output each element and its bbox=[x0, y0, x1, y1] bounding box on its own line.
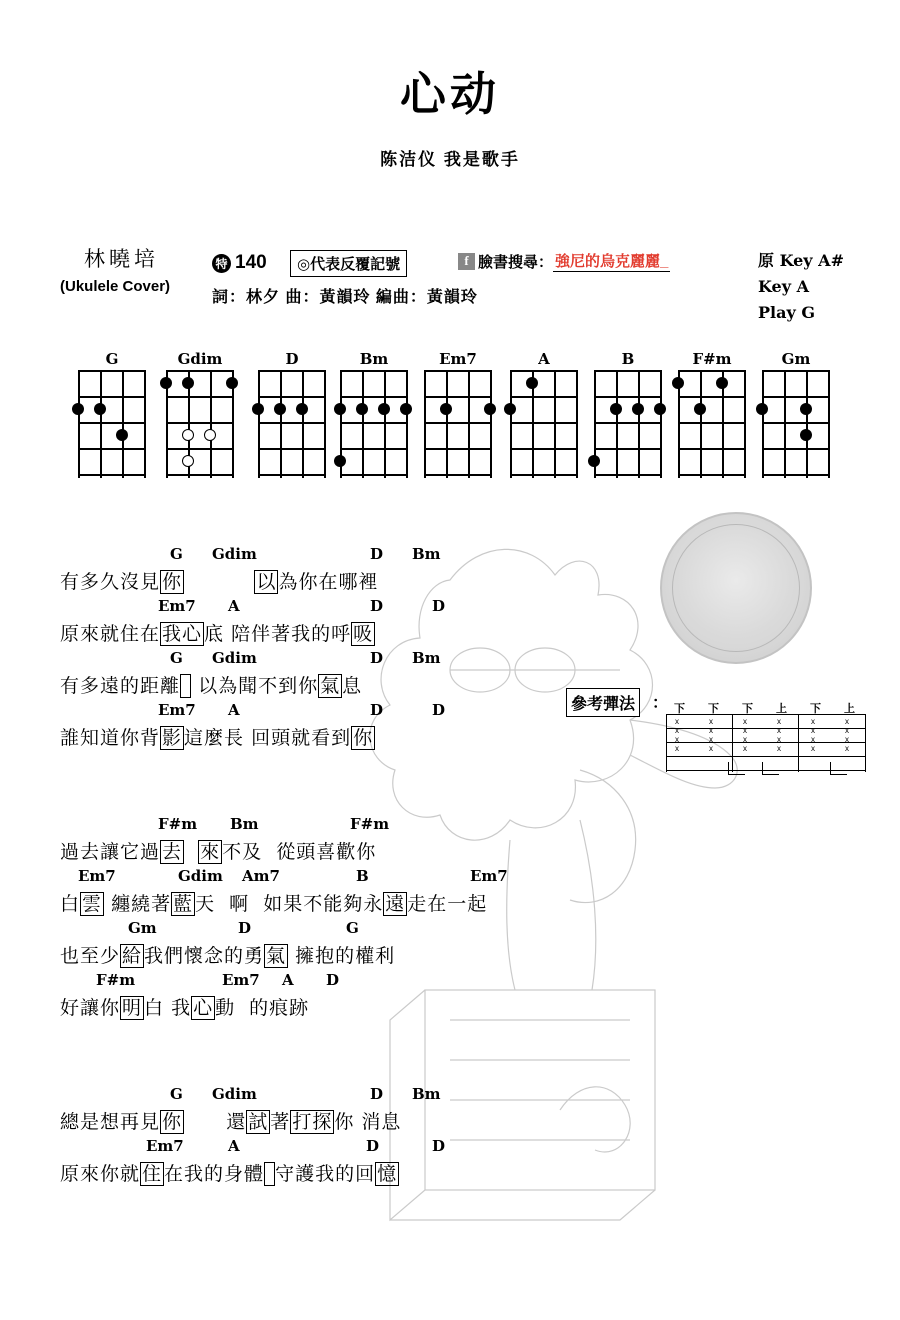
chord-diagram-g bbox=[72, 350, 152, 478]
finger-dot bbox=[274, 403, 286, 415]
chord-label: Em7 bbox=[78, 867, 116, 885]
fret-line bbox=[340, 448, 408, 450]
facebook-search-label: 臉書搜尋： bbox=[478, 253, 554, 271]
string-line bbox=[424, 370, 426, 478]
string-line bbox=[144, 370, 146, 478]
tempo-value: 140 bbox=[235, 252, 267, 273]
lyric-text: 有多久沒見 你 以 為你在哪裡 bbox=[60, 571, 379, 593]
chord-grid bbox=[594, 370, 662, 478]
fret-line bbox=[594, 474, 662, 476]
facebook-page-name: 強尼的烏克麗麗_ bbox=[553, 250, 670, 272]
strum-bar-line bbox=[666, 714, 667, 772]
fret-line bbox=[166, 474, 234, 476]
fret-line bbox=[510, 422, 578, 424]
fret-line bbox=[594, 396, 662, 398]
chord-diagram-a bbox=[504, 350, 584, 478]
fret-line bbox=[762, 370, 830, 372]
chord-diagram-em7 bbox=[418, 350, 498, 478]
fret-line bbox=[340, 370, 408, 372]
chord-row bbox=[60, 867, 508, 889]
chord-label: D bbox=[432, 597, 446, 615]
lyric-line bbox=[60, 1085, 441, 1137]
chord-label: D bbox=[370, 545, 384, 563]
fret-line bbox=[166, 370, 234, 372]
lyric-text: 總是想再見 你 還 試 著 打探 你 消息 bbox=[60, 1111, 402, 1133]
string-line bbox=[616, 370, 618, 478]
string-line bbox=[744, 370, 746, 478]
chord-name: G bbox=[105, 350, 119, 368]
chord-name: Gm bbox=[781, 350, 811, 368]
fret-line bbox=[166, 422, 234, 424]
chord-label: G bbox=[346, 919, 359, 937]
fret-line bbox=[424, 448, 492, 450]
chord-label: Bm bbox=[412, 649, 441, 667]
chord-label: A bbox=[228, 1137, 240, 1155]
lyric-line bbox=[60, 649, 441, 701]
stamp-inner-ring bbox=[672, 524, 800, 652]
finger-dot bbox=[204, 429, 216, 441]
string-line bbox=[490, 370, 492, 478]
fret-line bbox=[510, 448, 578, 450]
finger-dot bbox=[654, 403, 666, 415]
finger-dot bbox=[182, 429, 194, 441]
chord-label: A bbox=[282, 971, 294, 989]
chord-label: F#m bbox=[96, 971, 136, 989]
song-credits: 詞：林夕 曲：黃韻玲 編曲：黃韻玲 bbox=[212, 289, 478, 306]
chord-label: Em7 bbox=[158, 701, 196, 719]
chord-label: F#m bbox=[350, 815, 390, 833]
chord-label: Em7 bbox=[222, 971, 260, 989]
chord-row bbox=[60, 1085, 441, 1107]
finger-dot bbox=[296, 403, 308, 415]
chord-label: Bm bbox=[412, 1085, 441, 1103]
string-line bbox=[302, 370, 304, 478]
finger-dot bbox=[756, 403, 768, 415]
chord-row bbox=[60, 545, 441, 567]
chord-row bbox=[60, 971, 487, 993]
chord-grid bbox=[424, 370, 492, 478]
strum-x-marks: x x x x bbox=[845, 717, 849, 753]
chord-name: F#m bbox=[692, 350, 732, 368]
fret-line bbox=[678, 422, 746, 424]
finger-dot bbox=[116, 429, 128, 441]
key: Key A bbox=[758, 277, 810, 296]
fret-line bbox=[762, 396, 830, 398]
lyric-line bbox=[60, 597, 446, 649]
strum-x-marks: x x x x bbox=[675, 717, 679, 753]
strum-x-marks: x x x x bbox=[777, 717, 781, 753]
lyric-text: 過去讓它過 去 來 不及 從頭喜歡你 bbox=[60, 841, 377, 863]
chord-label: F#m bbox=[158, 815, 198, 833]
chord-name: A bbox=[538, 350, 550, 368]
chord-diagram-b bbox=[588, 350, 668, 478]
fret-line bbox=[78, 422, 146, 424]
chord-label: A bbox=[228, 701, 240, 719]
finger-dot bbox=[182, 377, 194, 389]
lyric-line bbox=[60, 971, 487, 1023]
finger-dot bbox=[94, 403, 106, 415]
fret-line bbox=[258, 370, 326, 372]
lyric-line bbox=[60, 1137, 446, 1189]
lyric-section bbox=[60, 815, 508, 1023]
finger-dot bbox=[694, 403, 706, 415]
chord-label: D bbox=[370, 701, 384, 719]
tempo-indicator bbox=[212, 252, 267, 274]
string-line bbox=[258, 370, 260, 478]
strum-bar-line bbox=[865, 714, 866, 772]
chord-name: Bm bbox=[359, 350, 389, 368]
lyric-text: 原來你就 住 在我的身體 守護我的回 憶 bbox=[60, 1163, 398, 1185]
strum-x-marks: x x x x bbox=[709, 717, 713, 753]
chord-label: Bm bbox=[412, 545, 441, 563]
chord-label: Gdim bbox=[178, 867, 223, 885]
chord-row bbox=[60, 701, 446, 723]
chord-label: A bbox=[228, 597, 240, 615]
finger-dot bbox=[72, 403, 84, 415]
string-line bbox=[324, 370, 326, 478]
chord-label: D bbox=[432, 1137, 446, 1155]
finger-dot bbox=[182, 455, 194, 467]
finger-dot bbox=[504, 403, 516, 415]
chord-label: D bbox=[238, 919, 252, 937]
original-key: 原 Key A# bbox=[758, 251, 844, 270]
strum-hook bbox=[728, 762, 745, 775]
tempo-badge-icon: 特 bbox=[212, 254, 231, 273]
fret-line bbox=[78, 396, 146, 398]
strum-pattern-diagram bbox=[666, 700, 866, 792]
lyric-section bbox=[60, 545, 446, 753]
fret-line bbox=[678, 370, 746, 372]
strum-x-marks: x x x x bbox=[743, 717, 747, 753]
fret-line bbox=[424, 474, 492, 476]
chord-label: D bbox=[370, 597, 384, 615]
key-info bbox=[758, 248, 844, 326]
facebook-search-line bbox=[458, 250, 670, 272]
string-line bbox=[554, 370, 556, 478]
string-line bbox=[210, 370, 212, 478]
chord-grid bbox=[78, 370, 146, 478]
lyric-text: 原來就住在 我心 底 陪伴著我的呼 吸 bbox=[60, 623, 374, 645]
chord-label: D bbox=[326, 971, 340, 989]
fret-line bbox=[762, 448, 830, 450]
finger-dot bbox=[526, 377, 538, 389]
strum-staff-line bbox=[666, 728, 866, 729]
fret-line bbox=[258, 422, 326, 424]
lyric-text: 誰知道你背 影 這麼長 回頭就看到 你 bbox=[60, 727, 374, 749]
chord-diagram-bm bbox=[334, 350, 414, 478]
string-line bbox=[510, 370, 512, 478]
fret-line bbox=[258, 474, 326, 476]
chord-row bbox=[60, 597, 446, 619]
strum-hook bbox=[762, 762, 779, 775]
chord-diagram-row bbox=[72, 350, 862, 495]
lyric-line bbox=[60, 701, 446, 753]
facebook-icon: f bbox=[458, 253, 475, 270]
string-line bbox=[384, 370, 386, 478]
string-line bbox=[362, 370, 364, 478]
finger-dot bbox=[334, 455, 346, 467]
fret-line bbox=[340, 422, 408, 424]
lyric-line bbox=[60, 867, 508, 919]
fret-line bbox=[166, 448, 234, 450]
chord-label: Gdim bbox=[212, 1085, 257, 1103]
repeat-sign-note: ◎代表反覆記號 bbox=[290, 250, 407, 277]
fret-line bbox=[258, 448, 326, 450]
chord-label: D bbox=[366, 1137, 380, 1155]
strum-pattern-colon: ： bbox=[652, 695, 669, 712]
string-line bbox=[100, 370, 102, 478]
fret-line bbox=[78, 448, 146, 450]
string-line bbox=[406, 370, 408, 478]
string-line bbox=[446, 370, 448, 478]
page-title: 心动 bbox=[400, 67, 500, 121]
strum-direction-mark: 下 bbox=[708, 703, 719, 715]
finger-dot bbox=[800, 429, 812, 441]
finger-dot bbox=[160, 377, 172, 389]
chord-row bbox=[60, 919, 487, 941]
chord-label: Bm bbox=[230, 815, 259, 833]
fret-line bbox=[258, 396, 326, 398]
chord-row bbox=[60, 1137, 446, 1159]
chord-diagram-fsharpm bbox=[672, 350, 752, 478]
string-line bbox=[806, 370, 808, 478]
chord-label: Gdim bbox=[212, 649, 257, 667]
string-line bbox=[280, 370, 282, 478]
finger-dot bbox=[588, 455, 600, 467]
strum-x-marks: x x x x bbox=[811, 717, 815, 753]
finger-dot bbox=[632, 403, 644, 415]
chord-label: Gm bbox=[128, 919, 157, 937]
chord-grid bbox=[510, 370, 578, 478]
play-key: Play G bbox=[758, 303, 816, 322]
chord-label: Em7 bbox=[158, 597, 196, 615]
finger-dot bbox=[716, 377, 728, 389]
chord-label: D bbox=[432, 701, 446, 719]
chord-label: G bbox=[170, 1085, 183, 1103]
chord-label: Gdim bbox=[212, 545, 257, 563]
finger-dot bbox=[400, 403, 412, 415]
strum-pattern-label: 參考彈法 bbox=[566, 688, 640, 717]
strum-staff-line bbox=[666, 742, 866, 743]
strum-staff-line bbox=[666, 756, 866, 757]
string-line bbox=[784, 370, 786, 478]
chord-label: Am7 bbox=[242, 867, 280, 885]
chord-label: B bbox=[356, 867, 369, 885]
string-line bbox=[122, 370, 124, 478]
strum-direction-mark: 下 bbox=[810, 703, 821, 715]
finger-dot bbox=[378, 403, 390, 415]
strum-bar-line bbox=[798, 714, 799, 772]
fret-line bbox=[594, 448, 662, 450]
strum-staff-line bbox=[666, 714, 866, 715]
strum-direction-mark: 下 bbox=[674, 703, 685, 715]
chord-row bbox=[60, 649, 441, 671]
lyric-text: 白 雲 纏繞著 藍 天 啊 如果不能夠永 遠 走在一起 bbox=[60, 893, 488, 915]
artist-name-cn: 林曉培 bbox=[84, 247, 159, 271]
fret-line bbox=[678, 396, 746, 398]
fret-line bbox=[166, 396, 234, 398]
chord-diagram-gm bbox=[756, 350, 836, 478]
chord-name: Em7 bbox=[439, 350, 477, 368]
chord-label: D bbox=[370, 1085, 384, 1103]
finger-dot bbox=[440, 403, 452, 415]
strum-direction-mark: 上 bbox=[776, 703, 787, 715]
finger-dot bbox=[672, 377, 684, 389]
chord-diagram-d bbox=[252, 350, 332, 478]
fret-line bbox=[78, 474, 146, 476]
finger-dot bbox=[226, 377, 238, 389]
strum-direction-mark: 上 bbox=[844, 703, 855, 715]
fret-line bbox=[424, 422, 492, 424]
chord-name: Gdim bbox=[177, 350, 223, 368]
lyric-text: 有多遠的距離 以為聞不到你 氣 息 bbox=[60, 675, 363, 697]
lyric-line bbox=[60, 545, 441, 597]
fret-line bbox=[594, 422, 662, 424]
fret-line bbox=[340, 474, 408, 476]
lyric-text: 也至少 給 我們懷念的勇 氣 擁抱的權利 bbox=[60, 945, 396, 967]
chord-label: G bbox=[170, 545, 183, 563]
string-line bbox=[576, 370, 578, 478]
chord-grid bbox=[258, 370, 326, 478]
fret-line bbox=[594, 370, 662, 372]
chord-grid bbox=[166, 370, 234, 478]
string-line bbox=[828, 370, 830, 478]
string-line bbox=[700, 370, 702, 478]
finger-dot bbox=[610, 403, 622, 415]
finger-dot bbox=[334, 403, 346, 415]
fret-line bbox=[424, 396, 492, 398]
lyric-line bbox=[60, 815, 487, 867]
string-line bbox=[468, 370, 470, 478]
fret-line bbox=[78, 370, 146, 372]
artist-name-en: (Ukulele Cover) bbox=[60, 278, 171, 295]
chord-label: D bbox=[370, 649, 384, 667]
chord-grid bbox=[340, 370, 408, 478]
chord-label: G bbox=[170, 649, 183, 667]
chord-grid bbox=[678, 370, 746, 478]
watermark-stamp bbox=[660, 512, 812, 664]
string-line bbox=[762, 370, 764, 478]
chord-diagram-gdim bbox=[160, 350, 240, 478]
chord-grid bbox=[762, 370, 830, 478]
chord-name: B bbox=[621, 350, 635, 368]
fret-line bbox=[510, 370, 578, 372]
lyric-section bbox=[60, 1085, 446, 1189]
chord-label: Em7 bbox=[146, 1137, 184, 1155]
fret-line bbox=[678, 474, 746, 476]
lyric-line bbox=[60, 919, 487, 971]
chord-name: D bbox=[285, 350, 299, 368]
finger-dot bbox=[356, 403, 368, 415]
chord-row bbox=[60, 815, 487, 837]
string-line bbox=[660, 370, 662, 478]
fret-line bbox=[510, 474, 578, 476]
strum-direction-mark: 下 bbox=[742, 703, 753, 715]
finger-dot bbox=[800, 403, 812, 415]
finger-dot bbox=[252, 403, 264, 415]
fret-line bbox=[340, 396, 408, 398]
fret-line bbox=[424, 370, 492, 372]
finger-dot bbox=[484, 403, 496, 415]
fret-line bbox=[762, 422, 830, 424]
lyric-text: 好讓你 明 白 我 心 動 的痕跡 bbox=[60, 997, 310, 1019]
fret-line bbox=[762, 474, 830, 476]
fret-line bbox=[510, 396, 578, 398]
string-line bbox=[638, 370, 640, 478]
string-line bbox=[78, 370, 80, 478]
fret-line bbox=[678, 448, 746, 450]
strum-hook bbox=[830, 762, 847, 775]
page-subtitle: 陈洁仪 我是歌手 bbox=[380, 150, 520, 169]
chord-label: Em7 bbox=[470, 867, 508, 885]
